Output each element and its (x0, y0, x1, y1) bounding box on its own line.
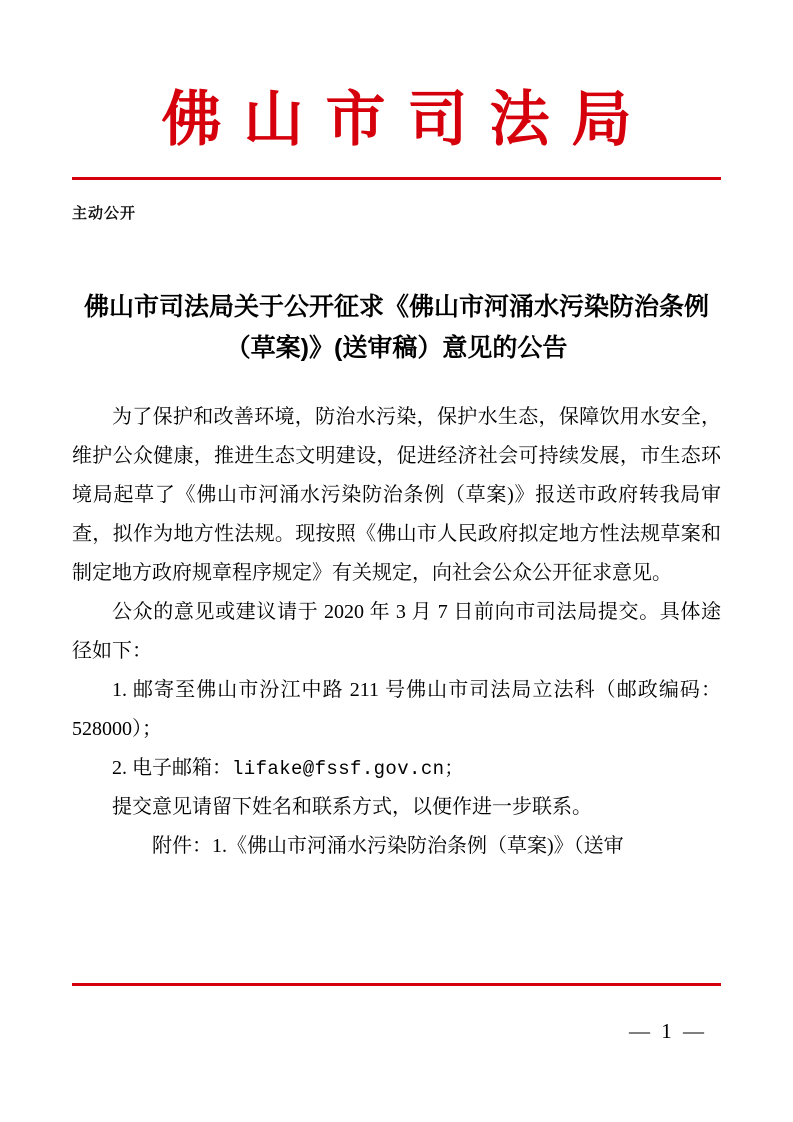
email-label: 2. 电子邮箱： (112, 756, 232, 779)
masthead (72, 0, 721, 180)
paragraph-purpose: 为了保护和改善环境，防治水污染，保护水生态，保障饮用水安全，维护公众健康，推进生态文明建设，促进经济社会可持续发展，市生态环境局起草了《佛山市河涌水污染防治条例（草案)》报送市政府转我局审查，拟作为地方性法规。现按照《佛山市人民政府拟定地方性法规草案和制定地方政府规章程序规定》有关规定，向社会公众公开征求意见。 (72, 405, 721, 584)
masthead-divider (72, 177, 721, 180)
email-address: lifake@fssf.gov.cn； (232, 757, 464, 780)
list-item-email (72, 749, 721, 788)
attachment-line: 附件：1.《佛山市河涌水污染防治条例（草案)》（送审 (152, 834, 624, 857)
paragraph-submission: 公众的意见或建议请于 2020 年 3 月 7 日前向市司法局提交。具体途径如下： (72, 600, 721, 662)
open-label: 主动公开 (72, 205, 137, 222)
footer-divider (72, 983, 721, 986)
list-item-mail: 1. 邮寄至佛山市汾江中路 211 号佛山市司法局立法科（邮政编码：528000）； (72, 678, 721, 740)
masthead-title: 佛山市司法局 (161, 87, 654, 153)
document-body (72, 398, 721, 866)
page-number: — 1 — (629, 1019, 707, 1043)
paragraph-contact-note: 提交意见请留下姓名和联系方式，以便作进一步联系。 (112, 795, 592, 818)
page-title: 佛山市司法局关于公开征求《佛山市河涌水污染防治条例（草案)》(送审稿）意见的公告 (83, 293, 709, 363)
